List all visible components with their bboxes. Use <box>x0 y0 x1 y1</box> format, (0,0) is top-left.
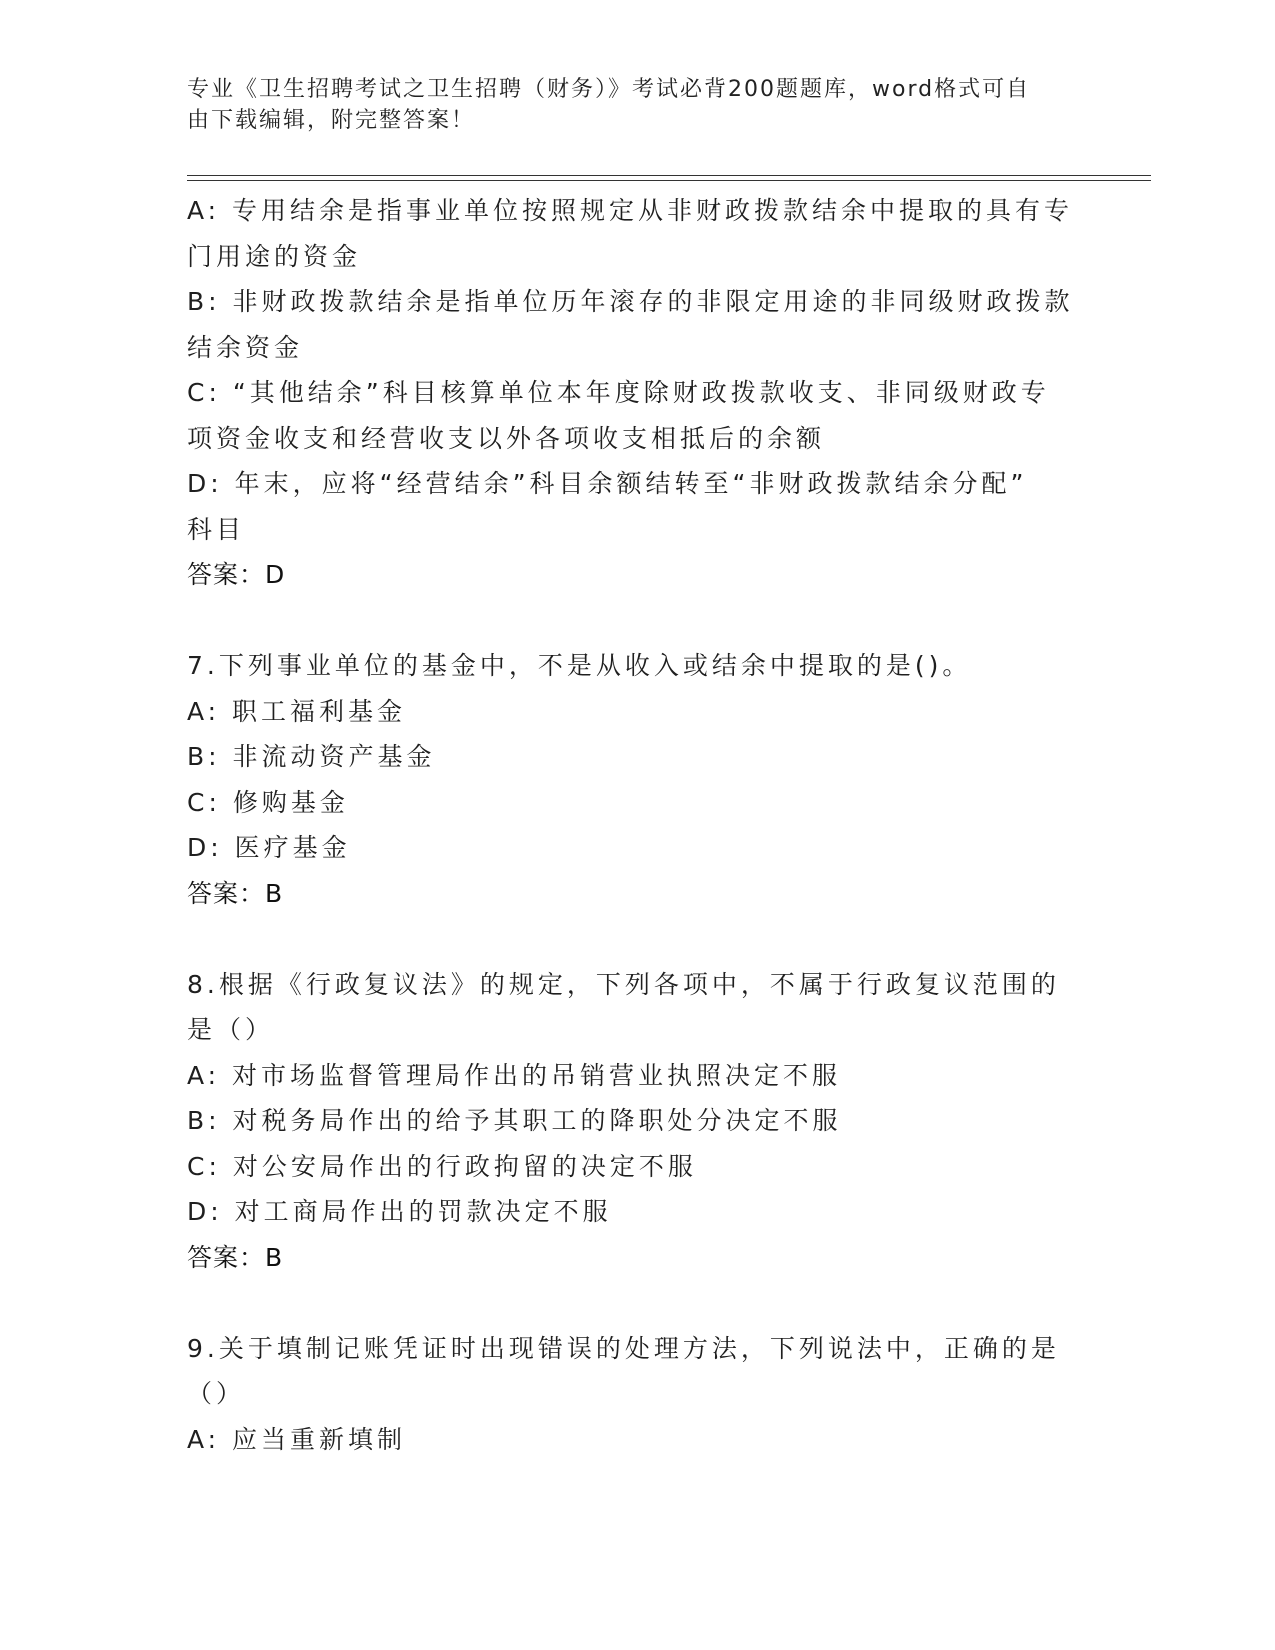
question-6-options <box>187 188 1087 598</box>
question-7-option-b: B: 非流动资产基金 <box>187 742 436 771</box>
question-9 <box>187 1326 1087 1463</box>
question-content <box>187 188 1087 1462</box>
header-line-2: 由下载编辑，附完整答案！ <box>187 108 476 133</box>
question-8-option-c: C: 对公安局作出的行政拘留的决定不服 <box>187 1151 697 1181</box>
question-6-answer: 答案：D <box>187 560 286 589</box>
question-9-option-a: A: 应当重新填制 <box>187 1424 407 1454</box>
option-b-line-2: 结余资金 <box>187 332 304 362</box>
spacer <box>187 1280 1087 1326</box>
question-8-option-a: A: 对市场监督管理局作出的吊销营业执照决定不服 <box>187 1060 842 1090</box>
header-rule-bottom <box>187 180 1151 181</box>
question-8 <box>187 962 1087 1281</box>
question-7-stem: 7.下列事业单位的基金中，不是从收入或结余中提取的是()。 <box>187 651 972 680</box>
question-8-option-b: B: 对税务局作出的给予其职工的降职处分决定不服 <box>187 1106 842 1135</box>
option-a-line-1: A: 专用结余是指事业单位按照规定从非财政拨款结余中提取的具有专 <box>187 196 1074 225</box>
question-7-option-d: D: 医疗基金 <box>187 833 351 862</box>
question-7-answer: 答案：B <box>187 878 284 908</box>
option-b-line-1: B: 非财政拨款结余是指单位历年滚存的非限定用途的非同级财政拨款 <box>187 287 1074 316</box>
question-8-answer: 答案：B <box>187 1242 284 1272</box>
question-7 <box>187 643 1087 916</box>
question-8-stem-line-2: 是（） <box>187 1015 275 1044</box>
option-c-line-1: C: “其他结余”科目核算单位本年度除财政拨款收支、非同级财政专 <box>187 378 1050 407</box>
question-9-stem-line-1: 9.关于填制记账凭证时出现错误的处理方法，下列说法中，正确的是 <box>187 1333 1060 1363</box>
document-header <box>187 74 1067 136</box>
question-7-option-a: A: 职工福利基金 <box>187 696 407 726</box>
spacer <box>187 916 1087 962</box>
spacer <box>187 598 1087 644</box>
option-c-line-2: 项资金收支和经营收支以外各项收支相抵后的余额 <box>187 423 826 453</box>
option-d-line-2: 科目 <box>187 514 246 544</box>
header-line-1: 专业《卫生招聘考试之卫生招聘（财务）》考试必背200题题库，word格式可自 <box>187 77 1031 102</box>
question-9-stem-line-2: （） <box>187 1379 246 1408</box>
question-8-option-d: D: 对工商局作出的罚款决定不服 <box>187 1197 612 1226</box>
question-7-option-c: C: 修购基金 <box>187 787 349 817</box>
option-a-line-2: 门用途的资金 <box>187 241 362 271</box>
option-d-line-1: D: 年末，应将“经营结余”科目余额结转至“非财政拨款结余分配” <box>187 469 1028 498</box>
question-8-stem-line-1: 8.根据《行政复议法》的规定，下列各项中，不属于行政复议范围的 <box>187 969 1060 999</box>
header-rule-top <box>187 175 1151 176</box>
